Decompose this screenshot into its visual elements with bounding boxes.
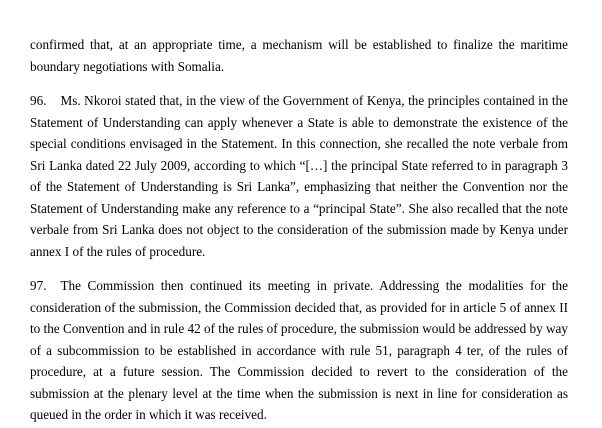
- paragraph-97: [30, 275, 568, 426]
- paragraph-96: [30, 90, 568, 262]
- paragraph-number: 97.: [30, 278, 47, 293]
- paragraph-text: confirmed that, at an appropriate time, a mechanism will be established to finalize the maritime boundary negotiations with Somalia.: [30, 37, 568, 74]
- paragraph-number: 96.: [30, 93, 47, 108]
- paragraph-text: The Commission then continued its meeting in private. Addressing the modalities for the consideration of the submission, the Commission decided that, as provided for in article 5 of annex II to the Convention and in rule 42 of the rules of procedure, the submission would be addressed by way of a subcommission to be established in accordance with rule 51, paragraph 4 ter, of the rules of procedure, at a future session. The Commission decided to revert to the consideration of the submission at the plenary level at the time when the submission is next in line for consideration as queued in the order in which it was received.: [30, 278, 569, 422]
- paragraph-continued: [30, 34, 568, 77]
- paragraph-text: Ms. Nkoroi stated that, in the view of the Government of Kenya, the principles contained in the Statement of Understanding can apply whenever a State is able to demonstrate the existence of the special conditions envisaged in the Statement. In this connection, she recalled the note verbale from Sri Lanka dated 22 July 2009, according to which “[…] the principal State referred to in paragraph 3 of the Statement of Understanding is Sri Lanka”, emphasizing that neither the Convention nor the Statement of Understanding make any reference to a “principal State”. She also recalled that the note verbale from Sri Lanka does not object to the consideration of the submission made by Kenya under annex I of the rules of procedure.: [30, 93, 568, 259]
